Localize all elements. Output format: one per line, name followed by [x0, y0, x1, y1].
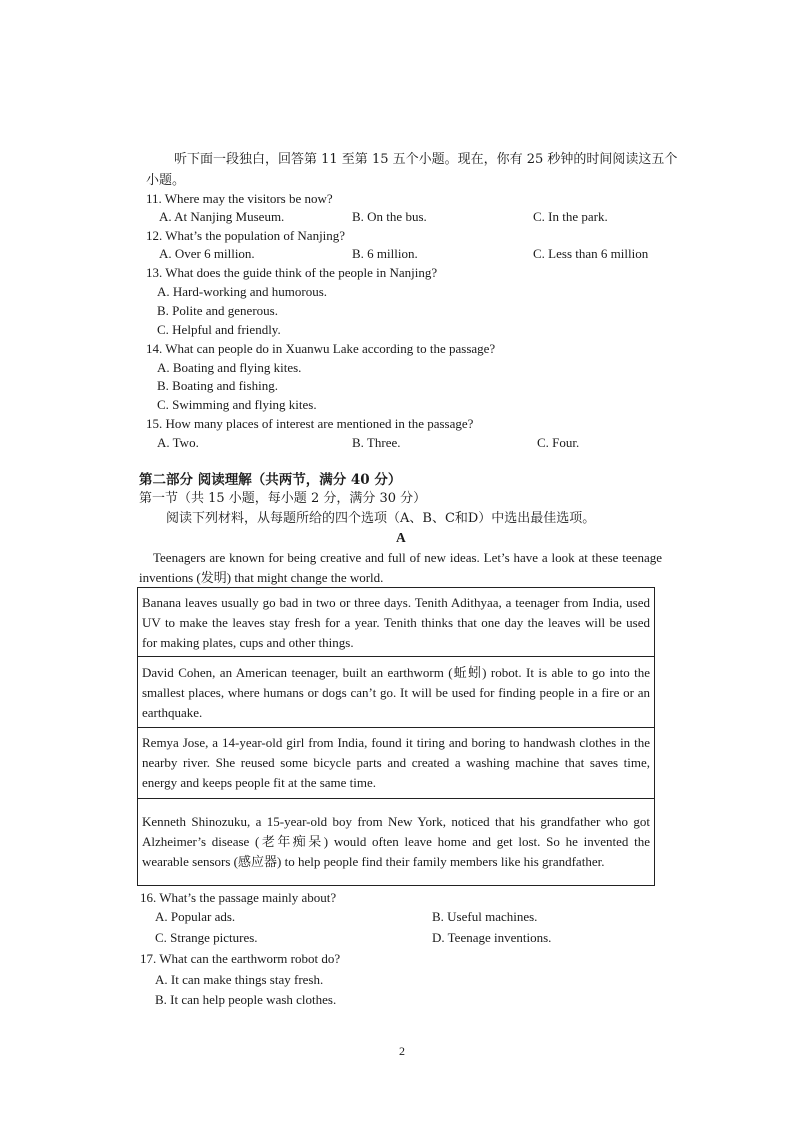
question-15-stem: 15. How many places of interest are mentioned in the passage? [146, 416, 474, 431]
question-14-stem: 14. What can people do in Xuanwu Lake according to the passage? [146, 341, 496, 356]
question-12-stem: 12. What’s the population of Nanjing? [146, 228, 346, 243]
question-14-option-c: C. Swimming and flying kites. [157, 397, 317, 412]
question-13-option-b: B. Polite and generous. [157, 303, 278, 318]
question-15-option-b: B. Three. [352, 435, 401, 450]
listening-intro-line2: 小题。 [146, 173, 186, 188]
passage-intro-line1-text: Teenagers are known for being creative and full of new ideas. Let’s have a look at these teenage [153, 550, 662, 565]
box4-line2: Alzheimer’s disease (老年痴呆) would often leave home and get lost. So he invented the [142, 834, 650, 849]
question-13-stem: 13. What does the guide think of the people in Nanjing? [146, 265, 438, 280]
question-11-option-b: B. On the bus. [352, 209, 427, 224]
box1-line3: for making plates, cups and other things. [142, 635, 354, 650]
question-13-option-a: A. Hard-working and humorous. [157, 284, 328, 299]
box1-line2: UV to make the leaves stay fresh for a year. Tenith thinks that one day the leaves will be used [142, 615, 650, 630]
invention-box-earthworm-robot [137, 656, 655, 728]
question-11-option-c: C. In the park. [533, 209, 608, 224]
part2-heading: 第二部分 阅读理解（共两节，满分 40 分） [139, 472, 402, 488]
page-number: 2 [399, 1044, 405, 1058]
box2-line3: earthquake. [142, 705, 203, 720]
invention-box-banana [137, 587, 655, 657]
invention-box-wearable-sensors [137, 798, 655, 886]
question-11-stem: 11. Where may the visitors be now? [146, 191, 333, 206]
box4-line3: wearable sensors (感应器) to help people find their family members like his grandfather. [142, 854, 605, 869]
passage-intro-line1 [153, 549, 662, 567]
question-14-option-a: A. Boating and flying kites. [157, 360, 302, 375]
question-17-option-b: B. It can help people wash clothes. [155, 992, 337, 1007]
question-16-option-d: D. Teenage inventions. [432, 930, 552, 945]
question-17-stem: 17. What can the earthworm robot do? [140, 951, 341, 966]
box3-line3: energy and keeps people fit at the same time. [142, 775, 377, 790]
question-12-option-c: C. Less than 6 million [533, 246, 649, 261]
question-17-option-a: A. It can make things stay fresh. [155, 972, 324, 987]
question-15-option-a: A. Two. [157, 435, 199, 450]
question-15-option-c: C. Four. [537, 435, 580, 450]
box2-line1: David Cohen, an American teenager, built an earthworm (蚯蚓) robot. It is able to go into the [142, 665, 650, 680]
question-14-option-b: B. Boating and fishing. [157, 378, 278, 393]
question-16-option-a: A. Popular ads. [155, 909, 236, 924]
passage-label: A [396, 530, 406, 545]
box2-line2: smallest places, where humans or dogs can’t go. It will be used for finding people in a fire or an [142, 685, 650, 700]
question-13-option-c: C. Helpful and friendly. [157, 322, 281, 337]
listening-intro-line1: 听下面一段独白，回答第 11 至第 15 五个小题。现在，你有 25 秒钟的时间阅读这五个 [174, 152, 678, 167]
question-16-stem: 16. What’s the passage mainly about? [140, 890, 337, 905]
box1-line1: Banana leaves usually go bad in two or three days. Tenith Adithyaa, a teenager from India, used [142, 595, 650, 610]
question-11-option-a: A. At Nanjing Museum. [159, 209, 285, 224]
question-12-option-b: B. 6 million. [352, 246, 418, 261]
box3-line2: nearby river. She reused some bicycle parts and created a washing machine that saves time, [142, 755, 650, 770]
question-16-option-b: B. Useful machines. [432, 909, 538, 924]
invention-box-washing-machine [137, 727, 655, 799]
section1-heading: 第一节（共 15 小题，每小题 2 分，满分 30 分） [139, 491, 427, 506]
box4-line1: Kenneth Shinozuku, a 15-year-old boy from New York, noticed that his grandfather who got [142, 814, 650, 829]
question-12-option-a: A. Over 6 million. [159, 246, 255, 261]
reading-instruction: 阅读下列材料，从每题所给的四个选项（A、B、C和D）中选出最佳选项。 [166, 511, 596, 526]
box3-line1: Remya Jose, a 14-year-old girl from India, found it tiring and boring to handwash clothes in the [142, 735, 650, 750]
passage-intro-line2: inventions (发明) that might change the world. [139, 570, 384, 585]
question-16-option-c: C. Strange pictures. [155, 930, 258, 945]
